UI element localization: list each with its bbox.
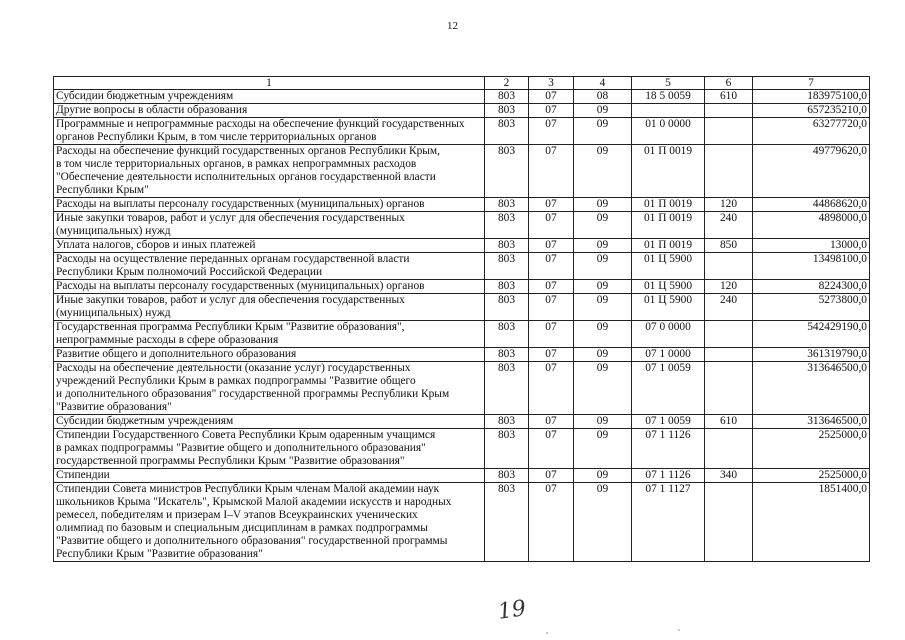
row-col-4-cell: 08 bbox=[574, 90, 632, 104]
row-name-cell: Расходы на осуществление переданных органам государственной власти Республики Крым полномочий Российской Федерации bbox=[54, 253, 485, 280]
row-col-4-cell: 09 bbox=[574, 118, 632, 145]
row-amount-cell: 8224300,0 bbox=[753, 280, 870, 294]
row-col-2-cell: 803 bbox=[485, 145, 529, 198]
row-col-3-cell: 07 bbox=[529, 212, 574, 239]
row-col-5-cell: 01 0 0000 bbox=[632, 118, 705, 145]
row-col-5-cell: 07 1 0000 bbox=[632, 348, 705, 362]
row-amount-cell: 5273800,0 bbox=[753, 294, 870, 321]
row-col-2-cell: 803 bbox=[485, 90, 529, 104]
row-col-3-cell: 07 bbox=[529, 280, 574, 294]
row-col-3-cell: 07 bbox=[529, 90, 574, 104]
row-col-2-cell: 803 bbox=[485, 118, 529, 145]
row-col-5-cell: 18 5 0059 bbox=[632, 90, 705, 104]
row-name-cell: Стипендии Государственного Совета Республики Крым одаренным учащимся в рамках подпрограммы "Развитие общего и дополнительного образования" государственной программы Республики Крым "Развитие образования" bbox=[54, 429, 485, 469]
row-col-4-cell: 09 bbox=[574, 253, 632, 280]
row-col-2-cell: 803 bbox=[485, 362, 529, 415]
row-col-5-cell: 01 П 0019 bbox=[632, 212, 705, 239]
row-col-4-cell: 09 bbox=[574, 239, 632, 253]
row-col-4-cell: 09 bbox=[574, 294, 632, 321]
header-col-5: 5 bbox=[632, 77, 705, 90]
row-name-cell: Развитие общего и дополнительного образования bbox=[54, 348, 485, 362]
row-col-5-cell: 07 1 0059 bbox=[632, 362, 705, 415]
row-col-6-cell: 610 bbox=[705, 415, 753, 429]
row-col-4-cell: 09 bbox=[574, 429, 632, 469]
row-col-3-cell: 07 bbox=[529, 415, 574, 429]
row-name-cell: Расходы на выплаты персоналу государственных (муниципальных) органов bbox=[54, 198, 485, 212]
row-col-4-cell: 09 bbox=[574, 362, 632, 415]
row-col-5-cell: 07 1 1126 bbox=[632, 429, 705, 469]
row-col-4-cell: 09 bbox=[574, 145, 632, 198]
row-col-2-cell: 803 bbox=[485, 429, 529, 469]
row-amount-cell: 657235210,0 bbox=[753, 104, 870, 118]
row-amount-cell: 2525000,0 bbox=[753, 469, 870, 483]
row-name-cell: Иные закупки товаров, работ и услуг для обеспечения государственных (муниципальных) нужд bbox=[54, 212, 485, 239]
page-number: 12 bbox=[447, 20, 458, 32]
row-col-3-cell: 07 bbox=[529, 253, 574, 280]
row-amount-cell: 183975100,0 bbox=[753, 90, 870, 104]
row-col-3-cell: 07 bbox=[529, 429, 574, 469]
row-col-6-cell: 120 bbox=[705, 198, 753, 212]
row-col-3-cell: 07 bbox=[529, 104, 574, 118]
row-col-2-cell: 803 bbox=[485, 415, 529, 429]
row-col-4-cell: 09 bbox=[574, 469, 632, 483]
row-col-4-cell: 09 bbox=[574, 198, 632, 212]
row-col-6-cell: 120 bbox=[705, 280, 753, 294]
row-col-2-cell: 803 bbox=[485, 104, 529, 118]
row-col-2-cell: 803 bbox=[485, 469, 529, 483]
row-col-2-cell: 803 bbox=[485, 483, 529, 562]
row-amount-cell: 49779620,0 bbox=[753, 145, 870, 198]
row-col-3-cell: 07 bbox=[529, 198, 574, 212]
row-col-3-cell: 07 bbox=[529, 362, 574, 415]
row-name-cell: Расходы на обеспечение функций государственных органов Республики Крым, в том числе территориальных органов, в рамках непрограммных расходов "Обеспечение деятельности исполнительных органов государственной власти Республики Крым" bbox=[54, 145, 485, 198]
row-amount-cell: 63277720,0 bbox=[753, 118, 870, 145]
row-name-cell: Субсидии бюджетным учреждениям bbox=[54, 90, 485, 104]
row-col-4-cell: 09 bbox=[574, 104, 632, 118]
row-col-5-cell: 07 1 0059 bbox=[632, 415, 705, 429]
header-col-3: 3 bbox=[529, 77, 574, 90]
row-name-cell: Расходы на обеспечение деятельности (оказание услуг) государственных учреждений Республики Крым в рамках подпрограммы "Развитие общего и дополнительного образования" государственной программы Республики Крым "Развитие образования" bbox=[54, 362, 485, 415]
row-col-6-cell: 240 bbox=[705, 212, 753, 239]
row-col-5-cell: 07 0 0000 bbox=[632, 321, 705, 348]
row-col-5-cell: 01 П 0019 bbox=[632, 145, 705, 198]
row-amount-cell: 361319790,0 bbox=[753, 348, 870, 362]
row-col-4-cell: 09 bbox=[574, 280, 632, 294]
row-col-6-cell: 240 bbox=[705, 294, 753, 321]
row-amount-cell: 13498100,0 bbox=[753, 253, 870, 280]
row-amount-cell: 44868620,0 bbox=[753, 198, 870, 212]
row-col-6-cell: 610 bbox=[705, 90, 753, 104]
row-col-5-cell: 01 П 0019 bbox=[632, 239, 705, 253]
header-col-4: 4 bbox=[574, 77, 632, 90]
header-col-1: 1 bbox=[54, 77, 485, 90]
row-col-2-cell: 803 bbox=[485, 348, 529, 362]
row-col-2-cell: 803 bbox=[485, 212, 529, 239]
row-name-cell: Уплата налогов, сборов и иных платежей bbox=[54, 239, 485, 253]
row-col-5-cell: 07 1 1126 bbox=[632, 469, 705, 483]
row-amount-cell: 4898000,0 bbox=[753, 212, 870, 239]
row-col-5-cell: 01 Ц 5900 bbox=[632, 294, 705, 321]
row-name-cell: Субсидии бюджетным учреждениям bbox=[54, 415, 485, 429]
row-name-cell: Программные и непрограммные расходы на обеспечение функций государственных органов Республики Крым, в том числе территориальных органов bbox=[54, 118, 485, 145]
row-name-cell: Стипендии Совета министров Республики Крым членам Малой академии наук школьников Крыма "Искатель", Крымской Малой академии искусств и народных ремесел, победителям и призерам I–V этапов Всеукраинских ученических олимпиад по базовым и специальным дисциплинам в рамках подпрограммы "Развитие общего и дополнительного образования" государственной программы Республики Крым "Развитие образования" bbox=[54, 483, 485, 562]
row-col-3-cell: 07 bbox=[529, 239, 574, 253]
row-col-2-cell: 803 bbox=[485, 280, 529, 294]
row-col-5-cell: 07 1 1127 bbox=[632, 483, 705, 562]
row-col-6-cell: 850 bbox=[705, 239, 753, 253]
row-col-3-cell: 07 bbox=[529, 321, 574, 348]
row-amount-cell: 2525000,0 bbox=[753, 429, 870, 469]
row-col-3-cell: 07 bbox=[529, 294, 574, 321]
row-col-2-cell: 803 bbox=[485, 239, 529, 253]
header-col-7: 7 bbox=[753, 77, 870, 90]
row-col-3-cell: 07 bbox=[529, 483, 574, 562]
row-col-6-cell: 340 bbox=[705, 469, 753, 483]
header-col-6: 6 bbox=[705, 77, 753, 90]
row-col-2-cell: 803 bbox=[485, 253, 529, 280]
row-col-2-cell: 803 bbox=[485, 198, 529, 212]
row-col-5-cell: 01 П 0019 bbox=[632, 198, 705, 212]
row-col-4-cell: 09 bbox=[574, 415, 632, 429]
row-amount-cell: 313646500,0 bbox=[753, 415, 870, 429]
row-amount-cell: 542429190,0 bbox=[753, 321, 870, 348]
row-name-cell: Государственная программа Республики Крым "Развитие образования", непрограммные расходы в сфере образования bbox=[54, 321, 485, 348]
row-col-4-cell: 09 bbox=[574, 212, 632, 239]
handwritten-page-mark: 19 bbox=[496, 596, 528, 625]
row-col-3-cell: 07 bbox=[529, 469, 574, 483]
row-col-2-cell: 803 bbox=[485, 294, 529, 321]
row-name-cell: Другие вопросы в области образования bbox=[54, 104, 485, 118]
row-col-4-cell: 09 bbox=[574, 483, 632, 562]
row-amount-cell: 1851400,0 bbox=[753, 483, 870, 562]
row-amount-cell: 313646500,0 bbox=[753, 362, 870, 415]
row-col-5-cell: 01 Ц 5900 bbox=[632, 253, 705, 280]
row-col-3-cell: 07 bbox=[529, 145, 574, 198]
row-name-cell: Стипендии bbox=[54, 469, 485, 483]
row-col-4-cell: 09 bbox=[574, 321, 632, 348]
row-amount-cell: 13000,0 bbox=[753, 239, 870, 253]
row-name-cell: Иные закупки товаров, работ и услуг для обеспечения государственных (муниципальных) нужд bbox=[54, 294, 485, 321]
header-col-2: 2 bbox=[485, 77, 529, 90]
row-col-5-cell: 01 Ц 5900 bbox=[632, 280, 705, 294]
row-col-2-cell: 803 bbox=[485, 321, 529, 348]
row-col-3-cell: 07 bbox=[529, 348, 574, 362]
row-col-4-cell: 09 bbox=[574, 348, 632, 362]
row-name-cell: Расходы на выплаты персоналу государственных (муниципальных) органов bbox=[54, 280, 485, 294]
row-col-3-cell: 07 bbox=[529, 118, 574, 145]
